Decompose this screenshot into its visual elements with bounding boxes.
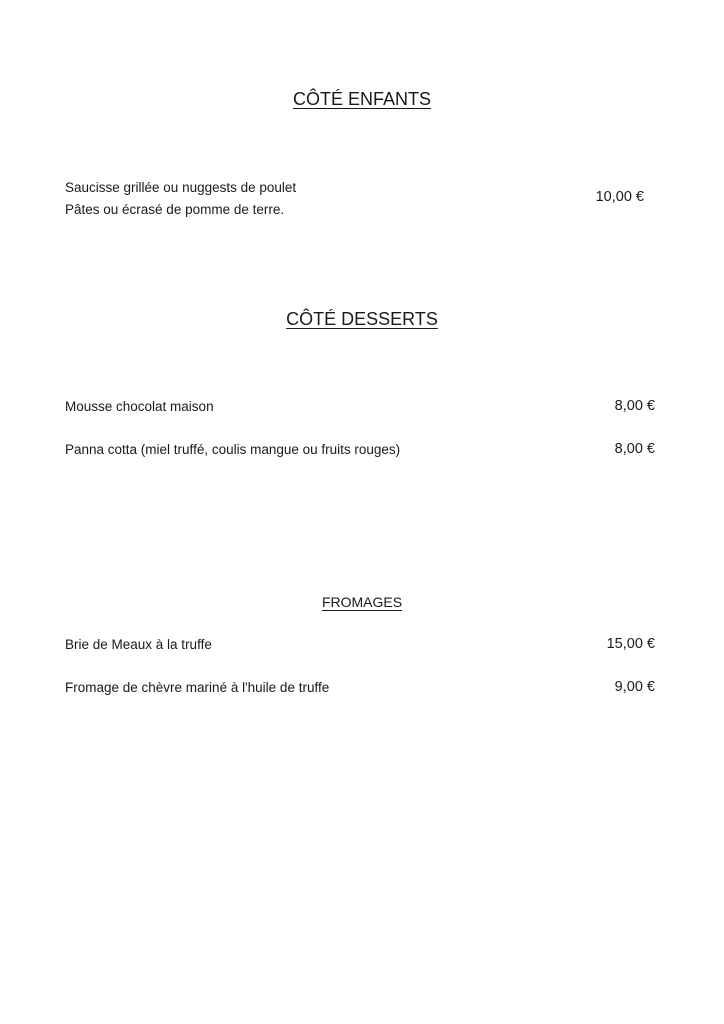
menu-item-enfants-price: 10,00 €: [595, 189, 644, 205]
menu-item-enfants-line-1: Saucisse grillée ou nuggests de poulet: [65, 180, 297, 195]
menu-item-panna-cotta-price: 8,00 €: [614, 441, 655, 457]
menu-item-brie-de-meaux-price: 15,00 €: [606, 636, 655, 652]
menu-item-panna-cotta: Panna cotta (miel truffé, coulis mangue ou fruits rouges): [65, 442, 401, 457]
menu-item-enfants-line-2: Pâtes ou écrasé de pomme de terre.: [65, 202, 285, 217]
section-title-desserts: CÔTÉ DESSERTS: [286, 309, 438, 329]
section-title-fromages: FROMAGES: [321, 594, 403, 610]
menu-item-fromage-chevre: Fromage de chèvre mariné à l'huile de truffe: [65, 680, 330, 695]
section-title-enfants: CÔTÉ ENFANTS: [292, 89, 431, 109]
menu-item-mousse-chocolat-price: 8,00 €: [614, 398, 655, 414]
menu-item-mousse-chocolat: Mousse chocolat maison: [65, 399, 214, 414]
menu-item-brie-de-meaux: Brie de Meaux à la truffe: [65, 637, 212, 652]
menu-item-fromage-chevre-price: 9,00 €: [614, 679, 655, 695]
